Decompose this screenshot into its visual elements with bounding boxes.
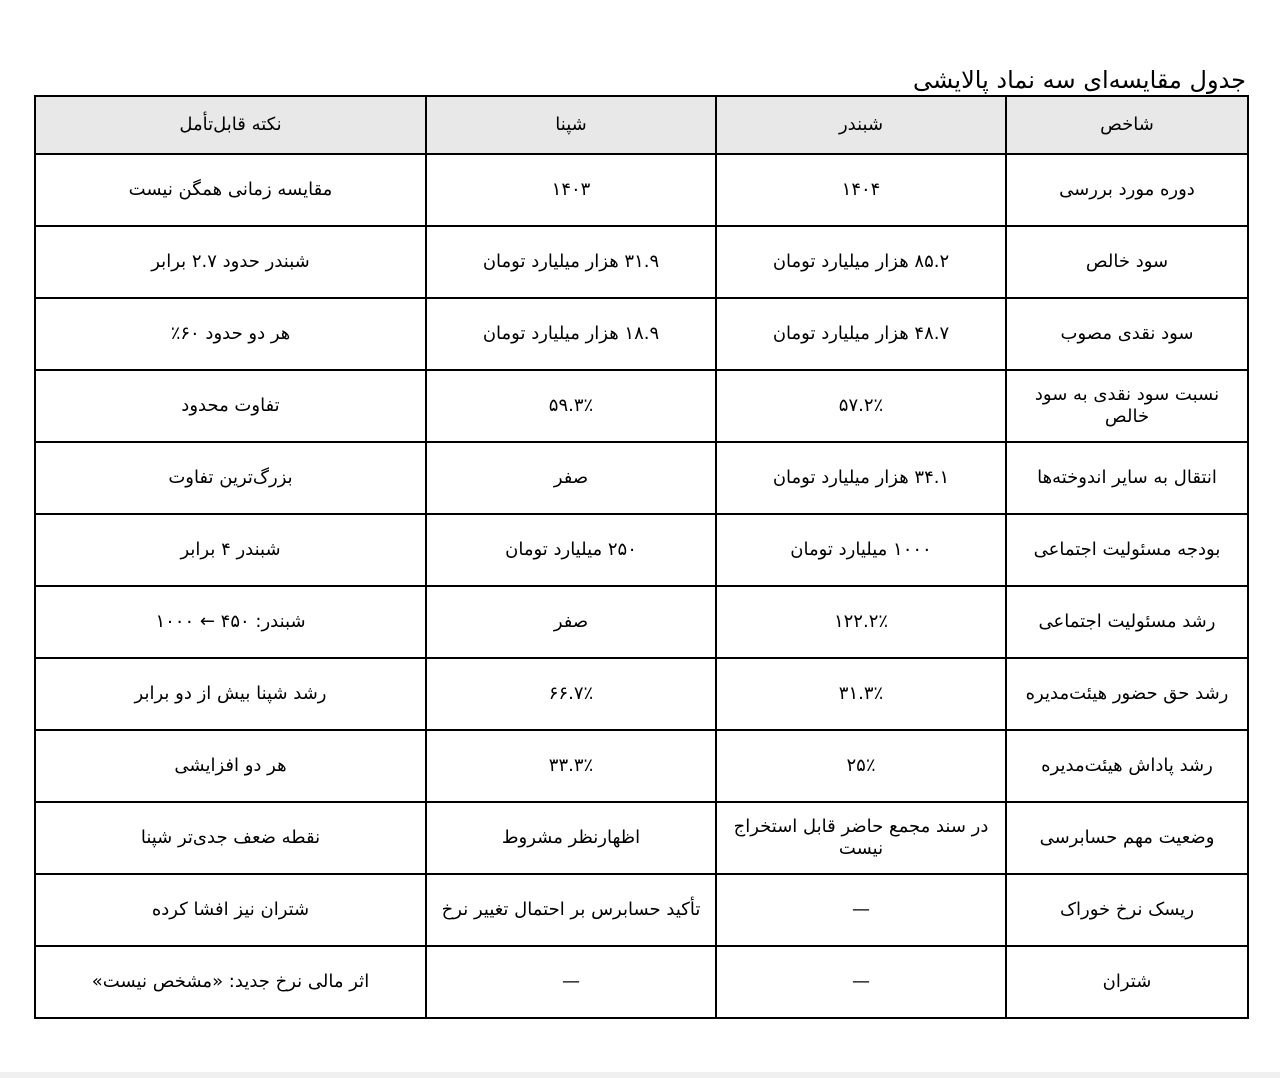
shabandar-cell: ۱۴۰۴ (716, 154, 1006, 226)
shabandar-cell: — (716, 946, 1006, 1018)
table-row (35, 226, 1248, 298)
note-cell: تفاوت محدود (35, 370, 426, 442)
table-row (35, 730, 1248, 802)
note-cell: هر دو حدود ۶۰٪ (35, 298, 426, 370)
shabandar-cell: ۳۱.۳٪ (716, 658, 1006, 730)
note-cell: شتران نیز افشا کرده (35, 874, 426, 946)
shabandar-cell: — (716, 874, 1006, 946)
column-header-shabandar: شبندر (716, 96, 1006, 154)
shabandar-cell: ۵۷.۲٪ (716, 370, 1006, 442)
shepna-cell: ۱۴۰۳ (426, 154, 716, 226)
table-row (35, 802, 1248, 874)
table-row (35, 298, 1248, 370)
column-header-shepna: شپنا (426, 96, 716, 154)
row-indicator-cell: رشد مسئولیت اجتماعی (1006, 586, 1248, 658)
row-indicator-cell: سود خالص (1006, 226, 1248, 298)
table-header-row (35, 96, 1248, 154)
shabandar-cell: ۳۴.۱ هزار میلیارد تومان (716, 442, 1006, 514)
note-cell: رشد شپنا بیش از دو برابر (35, 658, 426, 730)
shabandar-cell: ۴۸.۷ هزار میلیارد تومان (716, 298, 1006, 370)
table-row (35, 658, 1248, 730)
row-indicator-cell: دوره مورد بررسی (1006, 154, 1248, 226)
shepna-cell: صفر (426, 442, 716, 514)
table-row (35, 874, 1248, 946)
shepna-cell: تأکید حسابرس بر احتمال تغییر نرخ (426, 874, 716, 946)
shabandar-cell: ۱۰۰۰ میلیارد تومان (716, 514, 1006, 586)
note-cell: مقایسه زمانی همگن نیست (35, 154, 426, 226)
row-indicator-cell: انتقال به سایر اندوخته‌ها (1006, 442, 1248, 514)
shepna-cell: ۱۸.۹ هزار میلیارد تومان (426, 298, 716, 370)
table-row (35, 370, 1248, 442)
column-header-note: نکته قابل‌تأمل (35, 96, 426, 154)
row-indicator-cell: سود نقدی مصوب (1006, 298, 1248, 370)
note-cell: هر دو افزایشی (35, 730, 426, 802)
row-indicator-cell: ریسک نرخ خوراک (1006, 874, 1248, 946)
row-indicator-cell: نسبت سود نقدی به سود خالص (1006, 370, 1248, 442)
shabandar-cell: ۸۵.۲ هزار میلیارد تومان (716, 226, 1006, 298)
page-bottom-strip (0, 1072, 1280, 1078)
shepna-cell: ۳۳.۳٪ (426, 730, 716, 802)
table-row (35, 946, 1248, 1018)
shepna-cell: ۶۶.۷٪ (426, 658, 716, 730)
row-indicator-cell: شتران (1006, 946, 1248, 1018)
row-indicator-cell: رشد حق حضور هیئت‌مدیره (1006, 658, 1248, 730)
table-row (35, 514, 1248, 586)
note-cell: شبندر حدود ۲.۷ برابر (35, 226, 426, 298)
row-indicator-cell: وضعیت مهم حسابرسی (1006, 802, 1248, 874)
note-cell: شبندر ۴ برابر (35, 514, 426, 586)
table-row (35, 442, 1248, 514)
table-body (35, 154, 1248, 1018)
shabandar-cell: ۲۵٪ (716, 730, 1006, 802)
row-indicator-cell: رشد پاداش هیئت‌مدیره (1006, 730, 1248, 802)
shabandar-cell: ۱۲۲.۲٪ (716, 586, 1006, 658)
note-cell: بزرگ‌ترین تفاوت (35, 442, 426, 514)
note-cell: نقطه ضعف جدی‌تر شپنا (35, 802, 426, 874)
shepna-cell: ۲۵۰ میلیارد تومان (426, 514, 716, 586)
shabandar-cell: در سند مجمع حاضر قابل استخراج نیست (716, 802, 1006, 874)
page-title: جدول مقایسه‌ای سه نماد پالایشی (913, 66, 1246, 95)
note-cell: اثر مالی نرخ جدید: «مشخص نیست» (35, 946, 426, 1018)
shepna-cell: اظهارنظر مشروط (426, 802, 716, 874)
shepna-cell: ۳۱.۹ هزار میلیارد تومان (426, 226, 716, 298)
note-cell: شبندر: ۴۵۰ ← ۱۰۰۰ (35, 586, 426, 658)
row-indicator-cell: بودجه مسئولیت اجتماعی (1006, 514, 1248, 586)
shepna-cell: ۵۹.۳٪ (426, 370, 716, 442)
table-row (35, 586, 1248, 658)
shepna-cell: — (426, 946, 716, 1018)
shepna-cell: صفر (426, 586, 716, 658)
column-header-indicator: شاخص (1006, 96, 1248, 154)
table-row (35, 154, 1248, 226)
comparison-table (34, 95, 1249, 1019)
